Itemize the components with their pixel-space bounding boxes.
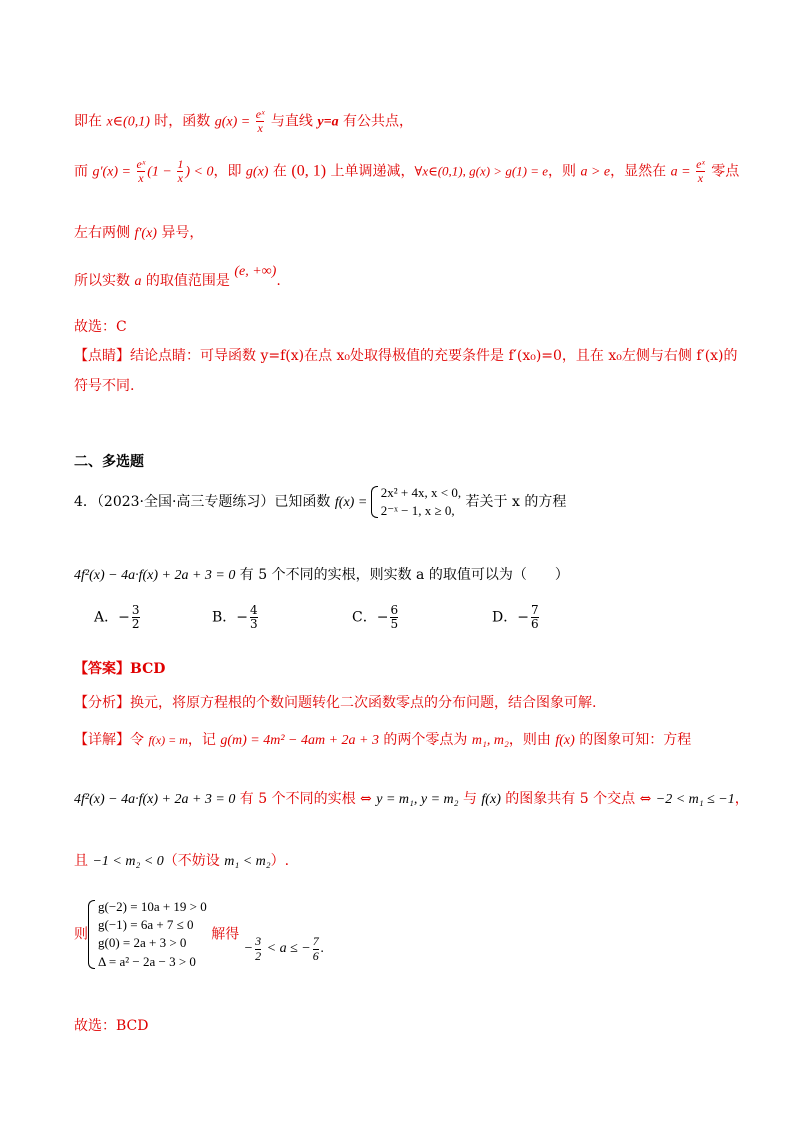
text: 与直线 bbox=[266, 113, 318, 130]
detail-line-3 bbox=[74, 852, 289, 871]
result bbox=[243, 934, 325, 963]
math: −1 < m₂ < 0 bbox=[92, 854, 164, 869]
text: 4．（2023·全国·高三专题练习）已知函数 bbox=[74, 494, 335, 511]
text: 的图象共有 5 个交点 ⇔ bbox=[500, 791, 656, 807]
text: 的两个零点为 bbox=[378, 732, 472, 748]
text: 异号， bbox=[156, 225, 204, 241]
math-equation: 4f²(x) − 4a·f(x) + 2a + 3 = 0 bbox=[74, 568, 236, 583]
math-interval: (0, 1) bbox=[291, 162, 327, 180]
inequality: Δ = a² − 2a − 3 > 0 bbox=[98, 953, 196, 969]
math: ∀x∈(0,1), g(x) > g(1) = e bbox=[414, 163, 549, 179]
text: ，即 bbox=[213, 163, 246, 180]
inequality-system bbox=[88, 898, 207, 971]
text: ，则 bbox=[548, 163, 581, 180]
inequality: g(−1) = 6a + 7 ≤ 0 bbox=[98, 917, 194, 933]
numerator: 7 bbox=[530, 603, 539, 617]
math: f(x) = bbox=[334, 495, 371, 511]
math: m₁ < m₂ bbox=[224, 854, 271, 869]
math: f(x) bbox=[555, 733, 575, 748]
text: 有 5 个不同的实根 ⇔ bbox=[235, 791, 377, 807]
case: 2x² + 4x, x < 0, bbox=[380, 485, 462, 500]
denominator: 6 bbox=[312, 948, 319, 963]
math: . bbox=[320, 941, 325, 957]
math-g: g(x) = bbox=[214, 114, 254, 130]
fraction bbox=[255, 935, 261, 962]
option-c bbox=[352, 604, 400, 631]
fraction bbox=[531, 604, 539, 631]
denominator: 6 bbox=[530, 617, 539, 632]
math: a = bbox=[670, 164, 695, 180]
choice-line-2: 故选：BCD bbox=[74, 1018, 149, 1034]
option-label: D． bbox=[492, 609, 518, 626]
text: 上单调递减， bbox=[326, 163, 415, 180]
solution-line-1 bbox=[74, 108, 413, 135]
tip-line-1: 【点睛】结论点睛：可导函数 y=f(x)在点 x₀处取得极值的充要条件是 f′(x₀)=0，且在 x₀左侧与右侧 f′(x)的 bbox=[74, 348, 738, 364]
math: < a ≤ − bbox=[263, 941, 311, 957]
math: y = m₁, y = m₂ bbox=[376, 792, 459, 807]
numerator: eˣ bbox=[136, 157, 146, 171]
text: 且 bbox=[74, 853, 93, 869]
answer-line: 【答案】BCD bbox=[74, 661, 166, 677]
denominator: x bbox=[138, 171, 144, 186]
text: 与 bbox=[458, 791, 482, 807]
numerator: eˣ bbox=[696, 157, 705, 171]
denominator: x bbox=[697, 171, 704, 186]
math-range: (e, +∞) bbox=[234, 264, 277, 279]
math: g(m) = 4m² − 4am + 2a + 3 bbox=[220, 733, 379, 748]
analysis-line: 【分析】换元，将原方程根的个数问题转化二次函数零点的分布问题，结合图象可解. bbox=[74, 695, 597, 711]
math: f(x) = m bbox=[148, 733, 188, 747]
text: . bbox=[276, 273, 281, 289]
math-derivative: g′(x) = bbox=[92, 164, 135, 180]
question-4-line-1 bbox=[74, 484, 566, 520]
text: 有公共点， bbox=[338, 113, 414, 130]
text: 的图象可知：方程 bbox=[574, 732, 692, 748]
math: a bbox=[134, 274, 142, 289]
inequality: g(−2) = 10a + 19 > 0 bbox=[98, 899, 207, 914]
fraction bbox=[313, 935, 319, 962]
text: （不妨设 bbox=[163, 853, 225, 869]
section-title: 二、多选题 bbox=[74, 454, 144, 470]
detail-line-2 bbox=[74, 790, 749, 809]
text: ）. bbox=[270, 853, 290, 869]
text: ，显然在 bbox=[610, 163, 671, 180]
tip-line-2: 符号不同. bbox=[74, 378, 135, 394]
math: f′(x) bbox=[134, 226, 157, 241]
text: ， bbox=[734, 791, 749, 807]
question-4-line-2 bbox=[74, 566, 569, 585]
text: 有 5 个不同的实根，则实数 a 的取值可以为（ ） bbox=[235, 567, 569, 583]
math: −2 < m₁ ≤ −1 bbox=[655, 792, 735, 807]
denominator: 3 bbox=[250, 617, 258, 632]
math: m₁, m₂ bbox=[471, 733, 509, 748]
fraction bbox=[256, 108, 265, 135]
text: ，记 bbox=[187, 732, 221, 748]
detail-line-1 bbox=[74, 731, 691, 750]
sign: − bbox=[243, 941, 254, 957]
numerator: 7 bbox=[312, 934, 319, 949]
choice-line-1: 故选：C bbox=[74, 319, 127, 335]
sign: − bbox=[118, 609, 130, 626]
numerator: 6 bbox=[390, 603, 399, 617]
text: 时，函数 bbox=[149, 113, 215, 130]
case: 2⁻ˣ − 1, x ≥ 0, bbox=[380, 503, 455, 519]
option-b bbox=[212, 604, 260, 631]
math: a > e bbox=[580, 164, 611, 180]
text: 而 bbox=[74, 163, 93, 180]
numerator: 3 bbox=[131, 603, 140, 617]
fraction bbox=[250, 604, 258, 631]
numerator: 4 bbox=[250, 603, 258, 617]
numerator: 1 bbox=[177, 157, 184, 171]
option-d bbox=[492, 604, 541, 631]
piecewise-system bbox=[371, 484, 461, 520]
sign: − bbox=[236, 609, 249, 626]
text: 所以实数 bbox=[74, 273, 135, 289]
solution-line-3 bbox=[74, 224, 203, 243]
fraction bbox=[390, 604, 398, 631]
denominator: 5 bbox=[390, 617, 399, 632]
math-interval: x∈(0,1) bbox=[106, 114, 150, 130]
option-label: A． bbox=[94, 609, 119, 626]
math: f(x) bbox=[481, 792, 501, 807]
solution-line-4 bbox=[74, 264, 281, 291]
solution-line-2 bbox=[74, 158, 739, 185]
option-label: B． bbox=[212, 609, 237, 626]
text: 在 bbox=[268, 163, 292, 180]
text: 即在 bbox=[74, 113, 107, 130]
fraction bbox=[177, 158, 183, 185]
math: (1 − bbox=[147, 164, 176, 180]
fraction bbox=[137, 158, 146, 185]
denominator: 2 bbox=[131, 617, 140, 632]
text: 左右两侧 bbox=[74, 225, 135, 241]
text: 零点 bbox=[706, 163, 740, 180]
math: g(x) bbox=[245, 164, 269, 180]
text: ，则由 bbox=[508, 732, 556, 748]
fraction bbox=[132, 604, 140, 631]
inequality: g(0) = 2a + 3 > 0 bbox=[98, 935, 187, 951]
detail-line-4 bbox=[74, 898, 324, 971]
text: 解得 bbox=[206, 926, 244, 943]
math: ) < 0 bbox=[185, 164, 214, 180]
numerator: eˣ bbox=[255, 107, 265, 121]
math-line: y=a bbox=[317, 114, 339, 130]
text: 【详解】令 bbox=[74, 732, 149, 748]
text: 则 bbox=[74, 926, 88, 943]
denominator: x bbox=[177, 171, 183, 186]
text: 若关于 x 的方程 bbox=[461, 494, 567, 511]
text: 的取值范围是 bbox=[141, 273, 235, 289]
denominator: 2 bbox=[255, 948, 262, 963]
denominator: x bbox=[257, 121, 263, 136]
numerator: 3 bbox=[255, 934, 262, 949]
math-equation: 4f²(x) − 4a·f(x) + 2a + 3 = 0 bbox=[74, 792, 236, 807]
sign: − bbox=[376, 609, 389, 626]
option-a bbox=[94, 604, 142, 631]
sign: − bbox=[517, 609, 529, 626]
option-label: C． bbox=[352, 609, 377, 626]
fraction bbox=[696, 158, 705, 185]
